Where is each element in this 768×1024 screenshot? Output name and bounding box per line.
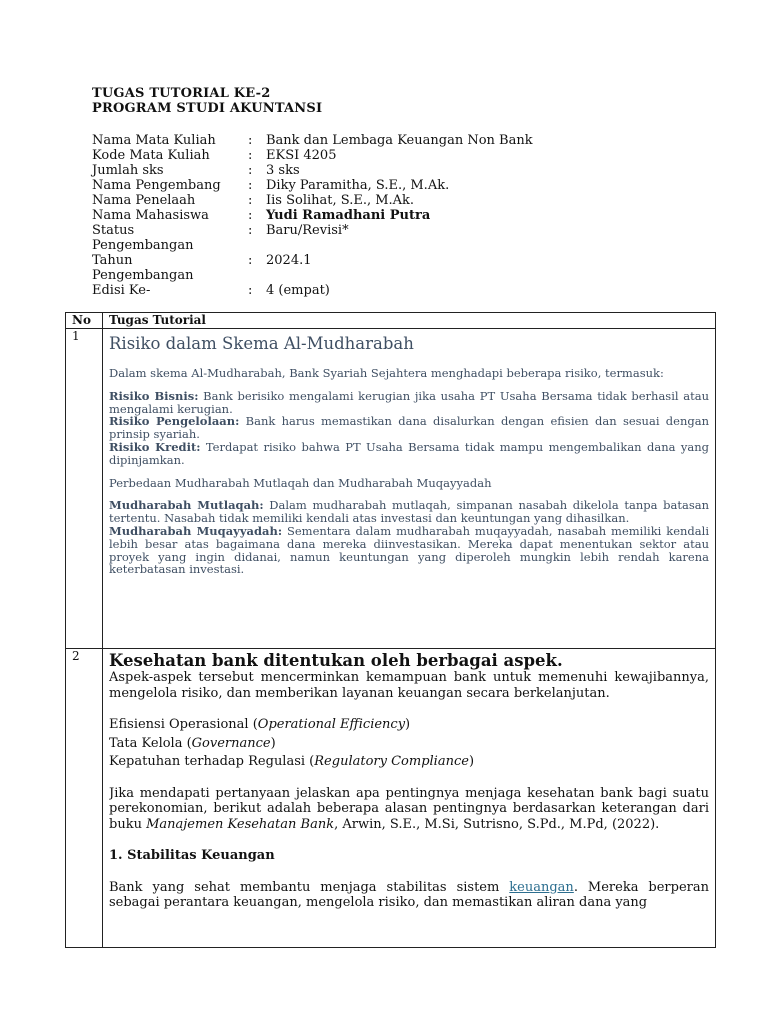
aspect-text: Kepatuhan terhadap Regulasi ( [109, 754, 315, 769]
info-label: Status [92, 223, 135, 238]
info-label: Nama Mahasiswa [92, 208, 209, 223]
aspect-end: ) [405, 717, 411, 732]
course-info [92, 133, 712, 298]
type-text: Sementara dalam mudharabah muqayyadah, nasabah memiliki kendali lebih besar atas bagaimana dana mereka diinvestasikan. Mereka dapat menentukan sektor atau proyek yang ingin didanai, namun keuntungan yang diperoleh mungkin lebih rendah karena keterbatasan investasi. [109, 523, 709, 577]
aspect-english: Regulatory Compliance [314, 754, 469, 769]
info-row-year [92, 253, 712, 268]
info-value: 4 (empat) [266, 283, 330, 298]
info-colon: : [248, 253, 253, 268]
type-item [109, 499, 709, 525]
risk-item [109, 415, 709, 441]
info-value: Diky Paramitha, S.E., M.Ak. [266, 178, 450, 193]
student-name: Yudi Ramadhani Putra [266, 208, 431, 223]
section-title: Kesehatan bank ditentukan oleh berbagai aspek. [109, 651, 563, 670]
paragraph: Aspek-aspek tersebut mencerminkan kemampuan bank untuk memenuhi kewajibannya, mengelola risiko, dan memberikan layanan keuangan secara berkelanjutan. [109, 670, 709, 701]
info-colon: : [248, 193, 253, 208]
info-row-status [92, 223, 712, 238]
info-row-status-cont [92, 238, 712, 253]
header-no: No [66, 313, 103, 329]
info-colon: : [248, 208, 253, 223]
tutorial-table [65, 312, 716, 948]
paragraph [109, 786, 709, 833]
aspect-item [109, 736, 709, 752]
tutorial-title: TUGAS TUTORIAL KE-2 [92, 86, 271, 101]
info-label: Jumlah sks [92, 163, 164, 178]
keuangan-link[interactable]: keuangan [509, 879, 574, 895]
aspect-english: Governance [191, 735, 271, 751]
risk-text: Bank berisiko mengalami kerugian jika usaha PT Usaha Bersama tidak berhasil atau mengalami kerugian. [109, 388, 709, 416]
info-colon: : [248, 133, 253, 148]
table-row [66, 329, 716, 649]
info-row-course-code [92, 148, 712, 163]
info-label: Nama Penelaah [92, 193, 196, 208]
type-term: Mudharabah Mutlaqah: [109, 498, 264, 513]
info-row-course-name [92, 133, 712, 148]
type-item [109, 525, 709, 576]
section-title: Risiko dalam Skema Al-Mudharabah [109, 334, 414, 353]
paragraph: Dalam skema Al-Mudharabah, Bank Syariah Sejahtera menghadapi beberapa risiko, termasuk: [109, 366, 664, 380]
row-content [103, 329, 716, 649]
risk-text: Bank harus memastikan dana disalurkan dengan efisien dan sesuai dengan prinsip syariah. [109, 414, 710, 442]
question-text: Jika mendapati pertanyaan jelaskan apa pentingnya menjaga kesehatan bank bagi suatu perekonomian, berikut adalah beberapa alasan pentingnya berdasarkan keterangan dari buku [109, 785, 709, 832]
info-label: Pengembangan [92, 268, 194, 283]
risk-term: Risiko Kredit: [109, 439, 201, 454]
info-colon: : [248, 223, 253, 238]
question-text-end: , Arwin, S.E., M.Si, Sutrisno, S.Pd., M.Pd, (2022). [334, 816, 660, 832]
info-value: Iis Solihat, S.E., M.Ak. [266, 193, 415, 208]
info-row-developer [92, 178, 712, 193]
info-value: Baru/Revisi* [266, 223, 349, 238]
row-number: 1 [66, 329, 103, 649]
info-colon: : [248, 148, 253, 163]
info-row-edition [92, 283, 712, 298]
info-row-student [92, 208, 712, 223]
table-header-row [66, 313, 716, 329]
info-colon: : [248, 178, 253, 193]
aspect-item [109, 717, 709, 733]
subtitle: Perbedaan Mudharabah Mutlaqah dan Mudharabah Muqayyadah [109, 475, 492, 490]
info-label: Nama Pengembang [92, 178, 221, 193]
program-title: PROGRAM STUDI AKUNTANSI [92, 101, 323, 116]
info-row-reviewer [92, 193, 712, 208]
point-text-end: . Mereka berperan sebagai perantara keuangan, mengelola risiko, dan memastikan aliran dana yang [109, 879, 709, 910]
paragraph [109, 880, 709, 911]
info-label: Edisi Ke- [92, 283, 151, 298]
risk-item [109, 390, 709, 416]
info-value: Bank dan Lembaga Keuangan Non Bank [266, 133, 533, 148]
risk-term: Risiko Pengelolaan: [109, 414, 240, 429]
row-number: 2 [66, 649, 103, 948]
risk-item [109, 441, 709, 467]
info-label: Tahun [92, 253, 133, 268]
aspect-item [109, 754, 709, 770]
risk-text: Terdapat risiko bahwa PT Usaha Bersama tidak mampu mengembalikan dana yang dipinjamkan. [109, 439, 709, 467]
type-term: Mudharabah Muqayyadah: [109, 523, 283, 538]
info-label: Nama Mata Kuliah [92, 133, 216, 148]
aspect-end: ) [468, 754, 475, 769]
aspect-english: Operational Efficiency [257, 717, 406, 732]
aspect-text: Efisiensi Operasional ( [109, 717, 258, 732]
book-title: Manajemen Kesehatan Bank [146, 816, 335, 832]
row-content [103, 649, 716, 948]
type-text: Dalam mudharabah mutlaqah, simpanan nasabah dikelola tanpa batasan tertentu. Nasabah tidak memiliki kendali atas investasi dan keuntungan yang dihasilkan. [109, 498, 709, 526]
point-text: Bank yang sehat membantu menjaga stabilitas sistem [109, 879, 510, 895]
info-label: Pengembangan [92, 238, 194, 253]
info-row-credits [92, 163, 712, 178]
risk-term: Risiko Bisnis: [109, 388, 199, 403]
info-value: 3 sks [266, 163, 300, 178]
info-value: 2024.1 [266, 253, 312, 268]
aspect-text: Tata Kelola ( [109, 735, 192, 751]
header-task: Tugas Tutorial [103, 313, 716, 329]
info-row-year-cont [92, 268, 712, 283]
aspect-end: ) [270, 735, 276, 751]
info-label: Kode Mata Kuliah [92, 148, 210, 163]
info-colon: : [248, 163, 253, 178]
info-value: EKSI 4205 [266, 148, 337, 163]
info-colon: : [248, 283, 253, 298]
table-row [66, 649, 716, 948]
point-title: 1. Stabilitas Keuangan [109, 848, 275, 863]
document-header [92, 86, 712, 116]
